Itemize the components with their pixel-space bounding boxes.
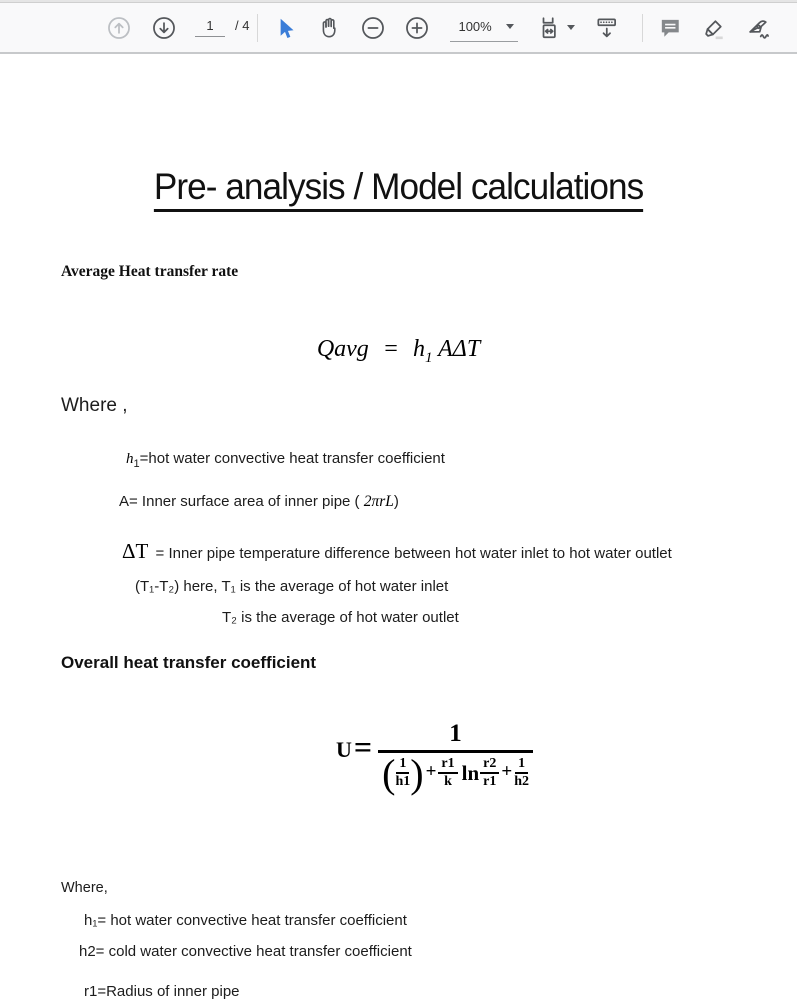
eq1-h-subscript: 1 xyxy=(425,349,433,366)
page-navigation-field xyxy=(195,18,249,37)
pdf-page xyxy=(0,54,797,1000)
pdf-toolbar xyxy=(0,3,797,54)
eq2-plus-1: + xyxy=(425,761,437,783)
minus-circle-icon xyxy=(361,16,385,40)
frac4-den: h2 xyxy=(514,774,529,790)
eq2-main-fraction xyxy=(378,720,533,797)
equation-overall-u xyxy=(0,720,797,797)
previous-page-button[interactable] xyxy=(104,11,134,45)
where-label-2: Where, xyxy=(61,880,108,896)
eq2-equals: = xyxy=(353,729,373,766)
fountain-pen-sign-icon xyxy=(745,15,771,41)
zoom-in-button[interactable] xyxy=(402,11,432,45)
h1-symbol: h xyxy=(126,451,134,467)
frac3-num: r2 xyxy=(480,757,499,775)
eq2-plus-2: + xyxy=(501,761,513,783)
page-number-input[interactable] xyxy=(195,18,225,37)
document-title-wrap xyxy=(0,166,797,212)
section-heading-overall: Overall heat transfer coefficient xyxy=(61,653,317,672)
frac-r1-over-k xyxy=(438,757,457,790)
eq1-rhs: AΔT xyxy=(438,336,481,362)
equation-qavg xyxy=(0,336,797,367)
delta-t-symbol: ΔT xyxy=(122,539,149,563)
page-title: Pre- analysis / Model calculations xyxy=(154,166,643,212)
eq2-lhs: U xyxy=(336,736,352,762)
definition-h1 xyxy=(126,450,445,470)
cursor-arrow-icon xyxy=(273,16,297,40)
eq2-ln-operator: ln xyxy=(461,760,480,785)
comment-bubble-icon xyxy=(658,16,682,40)
t1-t2-line: (T₁-T₂) here, T₁ is the average of hot water inlet xyxy=(135,578,449,595)
frac3-den: r1 xyxy=(483,774,497,790)
where-label-1: Where , xyxy=(61,395,128,416)
chevron-down-icon xyxy=(506,24,514,29)
h1-subscript: 1 xyxy=(133,458,140,470)
chevron-down-icon xyxy=(567,25,575,30)
eq1-equals: = xyxy=(382,336,399,362)
eq1-lhs: Qavg xyxy=(316,336,369,362)
toolbar-divider xyxy=(642,14,643,42)
frac2-den: k xyxy=(444,774,452,790)
definition-r1-bottom: r1=Radius of inner pipe xyxy=(84,983,240,1000)
toolbar-divider xyxy=(257,14,258,42)
frac-1-over-h1 xyxy=(395,757,410,790)
frac4-num: 1 xyxy=(515,757,528,775)
up-arrow-circle-icon xyxy=(107,16,131,40)
section-heading-average-heat: Average Heat transfer rate xyxy=(61,263,239,280)
frac1-num: 1 xyxy=(396,757,409,775)
scrolling-mode-button[interactable] xyxy=(592,11,622,45)
eq2-numerator: 1 xyxy=(449,720,462,747)
plus-circle-icon xyxy=(405,16,429,40)
t2-line: T₂ is the average of hot water outlet xyxy=(222,609,459,626)
page-fit-dropdown-button[interactable] xyxy=(534,11,578,45)
eq1-h: h xyxy=(413,336,425,362)
fill-sign-button[interactable] xyxy=(743,11,773,45)
highlighter-pen-icon xyxy=(702,16,726,40)
frac1-den: h1 xyxy=(395,774,411,790)
comment-button[interactable] xyxy=(655,11,685,45)
highlight-button[interactable] xyxy=(699,11,729,45)
area-formula: 2πrL xyxy=(363,493,394,510)
page-count-label: / 4 xyxy=(235,18,250,33)
page-fit-icon xyxy=(537,15,563,41)
delta-t-definition-text: = Inner pipe temperature difference between hot water inlet to hot water outlet xyxy=(155,545,672,562)
definition-h1-bottom: h₁= hot water convective heat transfer coefficient xyxy=(84,912,407,929)
frac-1-over-h2 xyxy=(514,757,529,790)
definition-area xyxy=(119,493,399,511)
definition-h2-bottom: h2= cold water convective heat transfer coefficient xyxy=(79,943,412,960)
hand-tool-button[interactable] xyxy=(314,11,344,45)
definition-delta-t xyxy=(122,539,672,564)
zoom-level-value: 100% xyxy=(458,19,492,34)
zoom-out-button[interactable] xyxy=(358,11,388,45)
frac2-num: r1 xyxy=(438,757,457,775)
area-close-paren: ) xyxy=(393,493,399,510)
next-page-button[interactable] xyxy=(149,11,179,45)
h1-definition-text: =hot water convective heat transfer coefficient xyxy=(139,450,445,467)
area-definition-text: A= Inner surface area of inner pipe ( xyxy=(119,493,364,510)
frac-r2-over-r1 xyxy=(480,757,499,790)
hand-icon xyxy=(317,16,341,40)
select-tool-button[interactable] xyxy=(270,11,300,45)
eq2-denominator: ( $\frac{1}{h1}$ ) + $\frac{r1}{k}$ ln $\frac{r2}{r1}$ + $\frac{1}{h2}$ xyxy=(378,750,533,790)
zoom-level-dropdown[interactable] xyxy=(450,19,517,42)
scrolling-mode-icon xyxy=(594,15,620,41)
down-arrow-circle-icon xyxy=(152,16,176,40)
